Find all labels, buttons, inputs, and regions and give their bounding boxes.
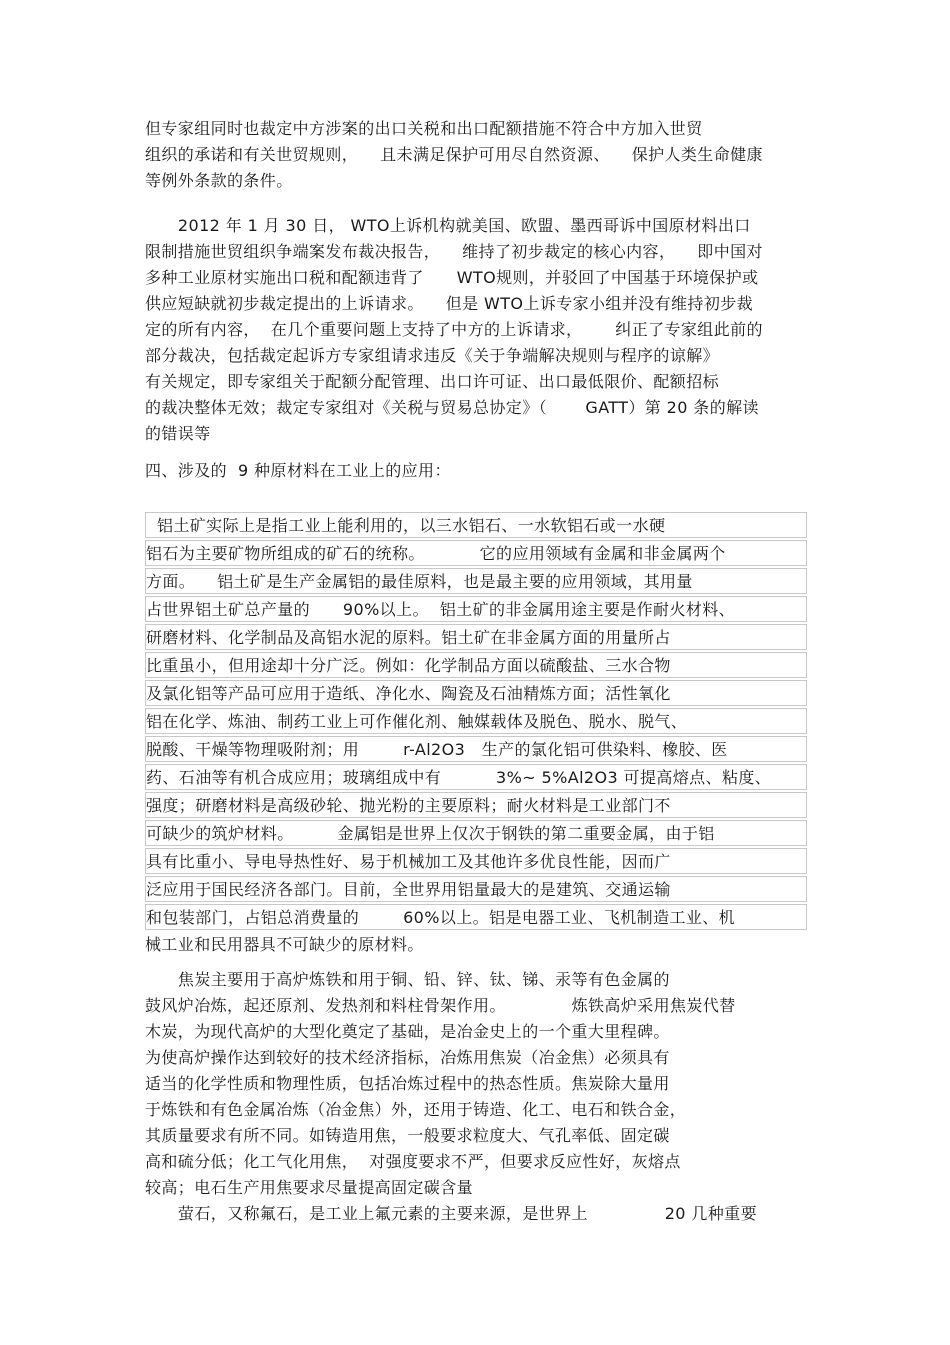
text-line: 械工业和民用器具不可缺少的原材料。 <box>145 935 424 954</box>
text-line: 部分裁决，包括裁定起诉方专家组请求违反《关于争端解决规则与程序的谅解》 <box>145 346 720 365</box>
text-line: 可缺少的筑炉材料。 金属铝是世界上仅次于钢铁的第二重要金属，由于铝 <box>145 820 807 846</box>
text-line: 药、石油等有机合成应用；玻璃组成中有 3%~ 5%Al2O3 可提高熔点、粘度、 <box>145 764 807 790</box>
text-line: 比重虽小，但用途却十分广泛。例如：化学制品方面以硫酸盐、三水合物 <box>145 652 807 678</box>
text-line: 等例外条款的条件。 <box>145 171 293 190</box>
text-line: 占世界铝土矿总产量的 90%以上。 铝土矿的非金属用途主要是作耐火材料、 <box>145 596 807 622</box>
text-line: 铝在化学、炼油、制药工业上可作催化剂、触媒载体及脱色、脱水、脱气、 <box>145 708 807 734</box>
paragraph-wto-appeal <box>145 213 815 447</box>
text-line: 定的所有内容， 在几个重要问题上支持了中方的上诉请求， 纠正了专家组此前的 <box>145 320 763 339</box>
paragraph-panel-ruling <box>145 116 815 194</box>
text-line: 具有比重小、导电导热性好、易于机械加工及其他许多优良性能，因而广 <box>145 848 807 874</box>
text-line: 为使高炉操作达到较好的技术经济指标，冶炼用焦炭（冶金焦）必须具有 <box>145 1048 670 1067</box>
text-line: 泛应用于国民经济各部门。目前，全世界用铝量最大的是建筑、交通运输 <box>145 876 807 902</box>
section-heading <box>145 458 815 484</box>
text-line: 焦炭主要用于高炉炼铁和用于铜、铅、锌、钛、锑、汞等有色金属的 <box>145 970 670 989</box>
heading-text: 四、涉及的 9 种原材料在工业上的应用： <box>145 461 451 480</box>
text-line: 铝石为主要矿物所组成的矿石的统称。 它的应用领域有金属和非金属两个 <box>145 540 807 566</box>
text-line: 木炭，为现代高炉的大型化奠定了基础，是冶金史上的一个重大里程碑。 <box>145 1022 670 1041</box>
paragraph-coke <box>145 967 815 1227</box>
text-line: 和包装部门，占铝总消费量的 60%以上。铝是电器工业、飞机制造工业、机 <box>145 904 807 930</box>
text-line: 铝土矿实际上是指工业上能利用的，以三水铝石、一水软铝石或一水硬 <box>145 512 807 538</box>
text-line: 高和硫分低；化工气化用焦， 对强度要求不严，但要求反应性好，灰熔点 <box>145 1152 681 1171</box>
text-line: 组织的承诺和有关世贸规则， 且未满足保护可用尽自然资源、 保护人类生命健康 <box>145 145 763 164</box>
text-line: 于炼铁和有色金属冶炼（冶金焦）外，还用于铸造、化工、电石和铁合金， <box>145 1100 687 1119</box>
text-line: 限制措施世贸组织争端案发布裁决报告， 维持了初步裁定的核心内容， 即中国对 <box>145 242 763 261</box>
text-line: 其质量要求有所不同。如铸造用焦，一般要求粒度大、气孔率低、固定碳 <box>145 1126 670 1145</box>
paragraph-bauxite-table <box>145 512 815 960</box>
text-line: 强度；研磨材料是高级砂轮、抛光粉的主要原料；耐火材料是工业部门不 <box>145 792 807 818</box>
text-line: 的错误等 <box>145 424 211 443</box>
text-line: 萤石，又称氟石，是工业上氟元素的主要来源，是世界上 20 几种重要 <box>145 1204 757 1223</box>
text-line: 鼓风炉冶炼，起还原剂、发热剂和料柱骨架作用。 炼铁高炉采用焦炭代替 <box>145 996 736 1015</box>
text-line: 方面。 铝土矿是生产金属铝的最佳原料，也是最主要的应用领域，其用量 <box>145 568 807 594</box>
text-line: 脱酸、干燥等物理吸附剂；用 r-Al2O3 生产的氯化铝可供染料、橡胶、医 <box>145 736 807 762</box>
text-line: 多种工业原材实施出口税和配额违背了 WTO规则，并驳回了中国基于环境保护或 <box>145 268 759 287</box>
text-line: 及氯化铝等产品可应用于造纸、净化水、陶瓷及石油精炼方面；活性氧化 <box>145 680 807 706</box>
text-line: 研磨材料、化学制品及高铝水泥的原料。铝土矿在非金属方面的用量所占 <box>145 624 807 650</box>
text-line: 2012 年 1 月 30 日， WTO上诉机构就美国、欧盟、墨西哥诉中国原材料出口 <box>145 216 751 235</box>
text-line: 供应短缺就初步裁定提出的上诉请求。 但是 WTO上诉专家小组并没有维持初步裁 <box>145 294 754 313</box>
text-line: 较高；电石生产用焦要求尽量提高固定碳含量 <box>145 1178 474 1197</box>
text-line: 有关规定，即专家组关于配额分配管理、出口许可证、出口最低限价、配额招标 <box>145 372 720 391</box>
text-line: 的裁决整体无效；裁定专家组对《关税与贸易总协定》（ GATT）第 20 条的解读 <box>145 398 759 417</box>
text-line: 但专家组同时也裁定中方涉案的出口关税和出口配额措施不符合中方加入世贸 <box>145 119 703 138</box>
text-line: 适当的化学性质和物理性质，包括冶炼过程中的热态性质。焦炭除大量用 <box>145 1074 670 1093</box>
